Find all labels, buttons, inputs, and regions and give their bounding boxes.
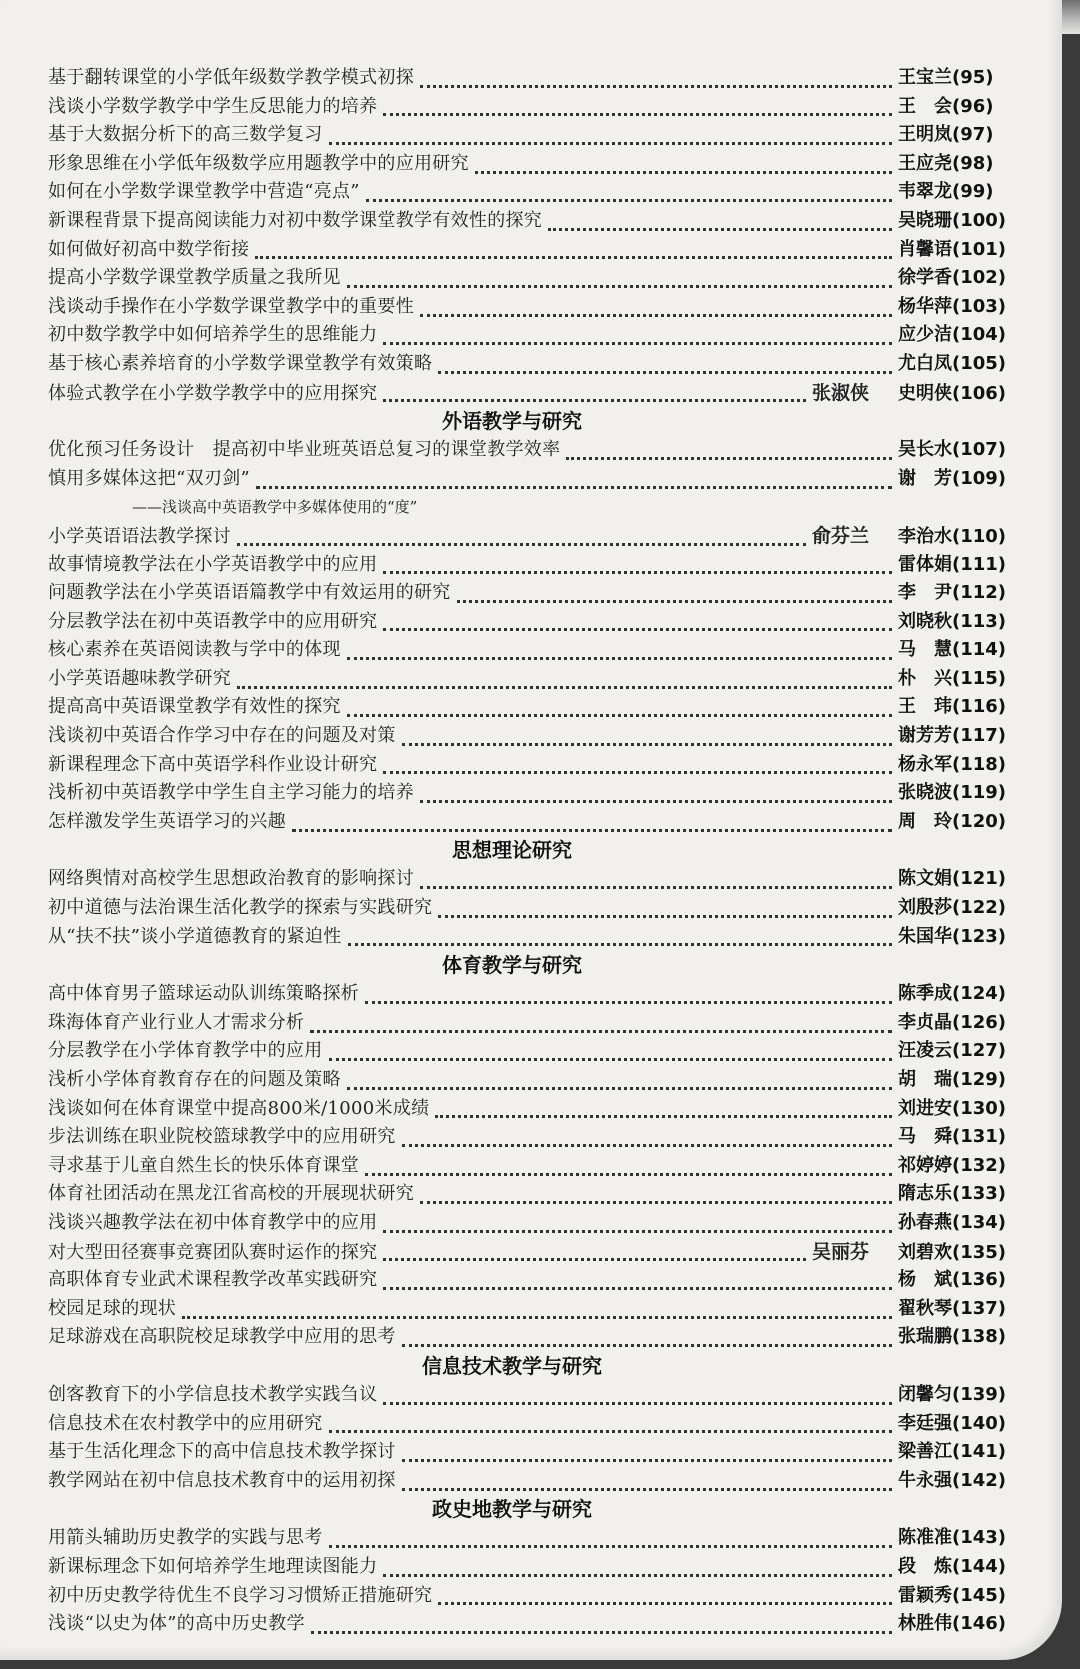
- toc-entry: [48, 1123, 1016, 1152]
- entry-coauthor: 俞芬兰: [812, 524, 870, 547]
- toc-entry: [48, 1524, 1016, 1553]
- entry-author-page: 马 舜(131): [898, 1126, 1007, 1148]
- entry-title: 如何在小学数学课堂教学中营造“亮点”: [48, 181, 360, 203]
- entry-title: 核心素养在英语阅读教与学中的体现: [48, 639, 341, 661]
- entry-author-page: 牛永强(142): [898, 1469, 1007, 1491]
- entry-author-page: 朴 兴(115): [898, 667, 1007, 689]
- entry-title: 体验式教学在小学数学教学中的应用探究: [48, 382, 378, 404]
- entry-title: 提高小学数学课堂教学质量之我所见: [48, 267, 341, 289]
- dot-leader: [383, 759, 892, 774]
- dot-leader: [347, 273, 892, 288]
- toc-entry: [48, 894, 1016, 923]
- entry-author-page: 徐学香(102): [898, 267, 1007, 289]
- entry-title: 浅析小学体育教育存在的问题及策略: [48, 1069, 341, 1090]
- entry-title: 初中数学教学中如何培养学生的思维能力: [48, 324, 378, 346]
- dot-leader: [420, 1189, 892, 1204]
- dot-leader: [402, 1132, 892, 1147]
- toc-entry: [48, 1438, 1016, 1467]
- entry-author-page: 王宝兰(95): [898, 67, 994, 88]
- dot-leader: [457, 588, 892, 603]
- entry-author-page: 陈文娟(121): [898, 868, 1007, 890]
- dot-leader: [329, 1533, 893, 1548]
- toc-entry: [48, 1381, 1016, 1410]
- dot-leader: [438, 903, 892, 918]
- toc-entry: [48, 779, 1016, 808]
- entry-title: 提高高中英语课堂教学有效性的探究: [48, 696, 341, 718]
- toc-entry: [48, 808, 1016, 837]
- dot-leader: [347, 645, 892, 660]
- entry-title: 从“扶不扶”谈小学道德教育的紧迫性: [48, 925, 342, 947]
- toc-entry: [48, 1238, 1016, 1267]
- dot-leader: [383, 387, 806, 402]
- dot-leader: [383, 616, 892, 631]
- toc-entry: [48, 579, 1016, 608]
- dot-leader: [420, 302, 892, 317]
- entry-title: 分层教学法在初中英语教学中的应用研究: [48, 610, 378, 632]
- dot-leader: [256, 474, 892, 489]
- dot-leader: [329, 130, 893, 145]
- toc-entry: [48, 1467, 1016, 1496]
- toc-entry: [48, 379, 1016, 408]
- entry-author-page: 谢芳芳(117): [898, 725, 1007, 747]
- entry-title: 慎用多媒体这把“双刃剑”: [48, 467, 251, 489]
- toc-entry: [48, 608, 1016, 637]
- entry-title: 高中体育男子篮球运动队训练策略探析: [48, 983, 360, 1005]
- toc-entry: [48, 665, 1016, 694]
- entry-author-page: 翟秋琴(137): [898, 1297, 1007, 1319]
- toc-entry: [48, 1066, 1016, 1095]
- dot-leader: [438, 359, 892, 374]
- section-heading: 信息技术教学与研究: [422, 1353, 602, 1378]
- toc-entry: [48, 693, 1016, 722]
- entry-title: 形象思维在小学低年级数学应用题教学中的应用研究: [48, 152, 469, 174]
- entry-title: 浅谈“以史为体”的高中历史教学: [48, 1613, 305, 1635]
- toc-entry: [48, 1323, 1016, 1352]
- dot-leader: [347, 702, 892, 717]
- toc-entry: [48, 1410, 1016, 1439]
- entry-author-page: 陈季成(124): [898, 983, 1007, 1005]
- dot-leader: [366, 187, 892, 202]
- entry-coauthor: 张淑侠: [812, 381, 870, 404]
- section-heading: 体育教学与研究: [442, 953, 582, 978]
- entry-title: 创客教育下的小学信息技术教学实践刍议: [48, 1383, 378, 1405]
- toc-entry: [48, 350, 1016, 379]
- entry-author-page: 张瑞鹏(138): [898, 1326, 1007, 1348]
- toc-entry: [48, 722, 1016, 751]
- entry-title: 浅谈如何在体育课堂中提高800米/1000米成绩: [48, 1097, 430, 1119]
- entry-author-page: 刘碧欢(135): [898, 1241, 1007, 1263]
- entry-title: 基于生活化理念下的高中信息技术教学探讨: [48, 1441, 396, 1463]
- entry-title: 初中道德与法治课生活化教学的探索与实践研究: [48, 897, 433, 919]
- entry-author-page: 周 玲(120): [898, 810, 1007, 832]
- entry-author-page: 马 慧(114): [898, 639, 1007, 661]
- section-heading: 政史地教学与研究: [432, 1497, 592, 1522]
- entry-title: 分层教学在小学体育教学中的应用: [48, 1040, 323, 1062]
- table-of-contents: [48, 64, 1016, 1639]
- entry-title: 步法训练在职业院校篮球教学中的应用研究: [48, 1126, 396, 1148]
- entry-author-page: 吴长水(107): [898, 439, 1007, 461]
- entry-author-page: 李 尹(112): [898, 582, 1007, 604]
- dot-leader: [420, 73, 892, 88]
- entry-author-page: 李廷强(140): [898, 1412, 1007, 1434]
- dot-leader: [383, 101, 892, 116]
- entry-author-page: 杨 斌(136): [898, 1269, 1007, 1291]
- entry-title: 新课程理念下高中英语学科作业设计研究: [48, 753, 378, 775]
- toc-entry: [48, 178, 1016, 207]
- toc-entry: [48, 207, 1016, 236]
- dot-leader: [329, 1418, 893, 1433]
- entry-author-page: 吴晓珊(100): [898, 209, 1007, 231]
- toc-entry: [48, 93, 1016, 122]
- entry-author-page: 李贞晶(126): [898, 1011, 1007, 1033]
- dot-leader: [237, 674, 892, 689]
- dot-leader: [383, 1390, 892, 1405]
- entry-title: 小学英语趣味教学研究: [48, 667, 231, 689]
- entry-title: 寻求基于儿童自然生长的快乐体育课堂: [48, 1154, 360, 1176]
- dot-leader: [475, 159, 892, 174]
- entry-author-page: 韦翠龙(99): [898, 181, 994, 203]
- dot-leader: [347, 1075, 892, 1090]
- entry-title: 校园足球的现状: [48, 1297, 177, 1319]
- entry-title: 网络舆情对高校学生思想政治教育的影响探讨: [48, 868, 414, 890]
- entry-title: 浅谈兴趣教学法在初中体育教学中的应用: [48, 1211, 378, 1233]
- dot-leader: [383, 1562, 892, 1577]
- toc-entry: [48, 150, 1016, 179]
- entry-title: 如何做好初高中数学衔接: [48, 238, 250, 260]
- entry-author-page: 朱国华(123): [898, 925, 1007, 947]
- toc-entry: [48, 522, 1016, 551]
- dot-leader: [365, 989, 892, 1004]
- entry-title: 信息技术在农村教学中的应用研究: [48, 1412, 323, 1434]
- dot-leader: [383, 330, 892, 345]
- toc-entry: [48, 1582, 1016, 1611]
- toc-entry: [48, 436, 1016, 465]
- toc-entry: [48, 64, 1016, 93]
- dot-leader: [182, 1304, 892, 1319]
- entry-author-page: 王 会(96): [898, 95, 994, 117]
- dot-leader: [566, 445, 892, 460]
- dot-leader: [438, 1590, 892, 1605]
- entry-title: 初中历史教学待优生不良学习习惯矫正措施研究: [48, 1584, 433, 1606]
- toc-entry: [48, 293, 1016, 322]
- toc-entry: [48, 1180, 1016, 1209]
- entry-author-page: 刘殷莎(122): [898, 897, 1007, 919]
- entry-author-page: 王明岚(97): [898, 124, 994, 146]
- dot-leader: [383, 1275, 892, 1290]
- toc-entry: [48, 1610, 1016, 1639]
- dot-leader: [383, 559, 892, 574]
- entry-title: 浅谈小学数学教学中学生反思能力的培养: [48, 95, 378, 117]
- entry-author-page: 雷体娟(111): [898, 553, 1007, 575]
- entry-title: 基于大数据分析下的高三数学复习: [48, 124, 323, 146]
- entry-title: 优化预习任务设计 提高初中毕业班英语总复习的课堂教学效率: [48, 439, 561, 461]
- entry-author-page: 段 炼(144): [898, 1555, 1007, 1577]
- toc-entry: [48, 980, 1016, 1009]
- entry-author-page: 李治水(110): [898, 525, 1007, 547]
- toc-entry: [48, 1553, 1016, 1582]
- entry-title: 故事情境教学法在小学英语教学中的应用: [48, 553, 378, 575]
- entry-title: 教学网站在初中信息技术教育中的运用初探: [48, 1469, 396, 1491]
- entry-title: 怎样激发学生英语学习的兴趣: [48, 810, 286, 832]
- entry-author-page: 谢 芳(109): [898, 467, 1007, 489]
- entry-title: 问题教学法在小学英语语篇教学中有效运用的研究: [48, 582, 451, 604]
- entry-author-page: 张晓波(119): [898, 782, 1007, 804]
- toc-entry: [48, 1209, 1016, 1238]
- toc-entry: [48, 865, 1016, 894]
- entry-title: 浅谈动手操作在小学数学课堂教学中的重要性: [48, 295, 414, 317]
- dot-leader: [237, 531, 806, 546]
- entry-author-page: 祁婷婷(132): [898, 1154, 1007, 1176]
- entry-title: 对大型田径赛事竞赛团队赛时运作的探究: [48, 1241, 378, 1263]
- entry-author-page: 陈准准(143): [898, 1527, 1007, 1549]
- section-heading: 思想理论研究: [452, 838, 572, 863]
- toc-entry: [48, 551, 1016, 580]
- entry-title: 足球游戏在高职院校足球教学中应用的思考: [48, 1326, 396, 1348]
- dot-leader: [383, 1246, 806, 1261]
- dot-leader: [402, 731, 892, 746]
- dot-leader: [402, 1447, 892, 1462]
- toc-entry: [48, 751, 1016, 780]
- toc-entry: [48, 1009, 1016, 1038]
- entry-title: 用箭头辅助历史教学的实践与思考: [48, 1527, 323, 1549]
- entry-title: 体育社团活动在黑龙江省高校的开展现状研究: [48, 1183, 414, 1205]
- dot-leader: [255, 244, 892, 259]
- toc-entry: [48, 236, 1016, 265]
- entry-author-page: 孙春燕(134): [898, 1211, 1007, 1233]
- dot-leader: [292, 817, 892, 832]
- entry-author-page: 林胜伟(146): [898, 1613, 1007, 1635]
- entry-author-page: 隋志乐(133): [898, 1183, 1007, 1205]
- dot-leader: [435, 1103, 892, 1118]
- dot-leader: [329, 1046, 893, 1061]
- dot-leader: [365, 1161, 892, 1176]
- toc-entry: [48, 1095, 1016, 1124]
- entry-title: 新课标理念下如何培养学生地理读图能力: [48, 1555, 378, 1577]
- dot-leader: [420, 788, 892, 803]
- entry-author-page: 闭馨匀(139): [898, 1383, 1007, 1405]
- toc-entry: [48, 264, 1016, 293]
- entry-title: 小学英语语法教学探讨: [48, 525, 231, 547]
- dot-leader: [402, 1476, 892, 1491]
- entry-author-page: 汪凌云(127): [898, 1040, 1007, 1062]
- toc-entry: [48, 1266, 1016, 1295]
- toc-entry: [48, 636, 1016, 665]
- entry-title: 新课程背景下提高阅读能力对初中数学课堂教学有效性的探究: [48, 209, 543, 231]
- dot-leader: [548, 216, 892, 231]
- entry-title: 基于核心素养培育的小学数学课堂教学有效策略: [48, 352, 433, 374]
- entry-author-page: 应少洁(104): [898, 324, 1007, 346]
- entry-author-page: 尤白凤(105): [898, 352, 1007, 374]
- toc-entry: [48, 1152, 1016, 1181]
- entry-author-page: 刘晓秋(113): [898, 610, 1007, 632]
- entry-title: 珠海体育产业行业人才需求分析: [48, 1011, 305, 1033]
- dot-leader: [310, 1018, 892, 1033]
- entry-author-page: 梁善江(141): [898, 1441, 1007, 1463]
- section-heading: 外语教学与研究: [442, 409, 582, 434]
- toc-subtitle: ——浅谈高中英语教学中多媒体使用的“度”: [132, 498, 418, 517]
- entry-coauthor: 吴丽芬: [812, 1240, 870, 1263]
- entry-title: 基于翻转课堂的小学低年级数学教学模式初探: [48, 67, 414, 88]
- entry-author-page: 杨永军(118): [898, 753, 1007, 775]
- entry-author-page: 胡 瑞(129): [898, 1069, 1007, 1090]
- entry-author-page: 王应尧(98): [898, 152, 994, 174]
- dot-leader: [348, 931, 892, 946]
- entry-author-page: 刘进安(130): [898, 1097, 1007, 1119]
- toc-entry: [48, 321, 1016, 350]
- toc-entry: [48, 121, 1016, 150]
- dot-leader: [311, 1619, 892, 1634]
- dot-leader: [383, 1218, 892, 1233]
- toc-entry: [48, 465, 1016, 494]
- entry-title: 浅析初中英语教学中学生自主学习能力的培养: [48, 782, 414, 804]
- dot-leader: [420, 874, 892, 889]
- entry-author-page: 雷颖秀(145): [898, 1584, 1007, 1606]
- dot-leader: [402, 1332, 892, 1347]
- toc-entry: [48, 1295, 1016, 1324]
- entry-title: 高职体育专业武术课程教学改革实践研究: [48, 1269, 378, 1291]
- entry-author-page: 肖馨语(101): [898, 238, 1007, 260]
- toc-entry: [48, 923, 1016, 952]
- entry-title: 浅谈初中英语合作学习中存在的问题及对策: [48, 725, 396, 747]
- entry-author-page: 杨华萍(103): [898, 295, 1007, 317]
- entry-author-page: 王 玮(116): [898, 696, 1007, 718]
- toc-entry: [48, 1037, 1016, 1066]
- entry-author-page: 史明侠(106): [898, 382, 1007, 404]
